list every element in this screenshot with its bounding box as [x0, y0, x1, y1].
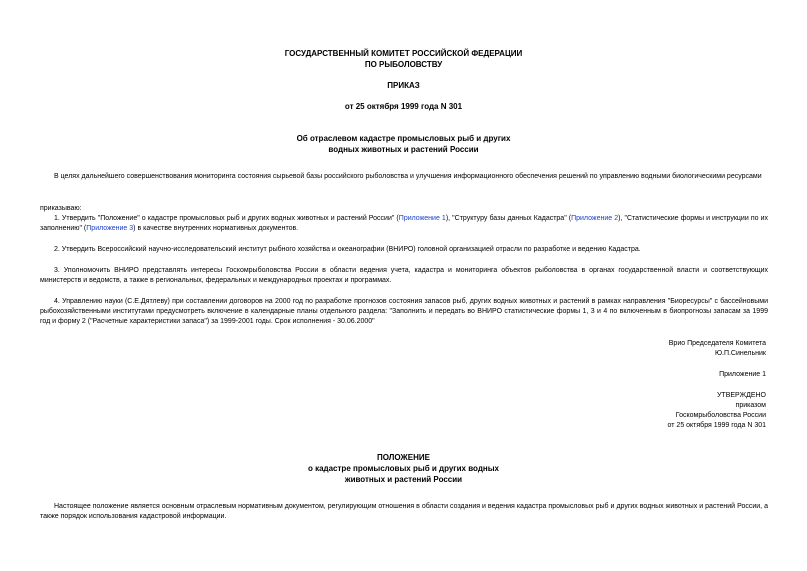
regulation-title-line-3: животных и растений России [344, 475, 463, 484]
approval-block [668, 391, 766, 431]
appendix-3-link[interactable]: Приложение 3 [86, 225, 134, 232]
signature-block [669, 339, 766, 359]
document-date: от 25 октября 1999 года N 301 [344, 102, 463, 111]
approval-stamp: УТВЕРЖДЕНО [716, 392, 766, 399]
appendix-label: Приложение 1 [719, 371, 766, 378]
signatory-name: Ю.П.Синельник [714, 350, 766, 357]
regulation-title-line-1: ПОЛОЖЕНИЕ [377, 453, 430, 462]
item1-text-4: ) в качестве внутренних нормативных документов. [133, 225, 299, 232]
appendix-2-link[interactable]: Приложение 2 [571, 215, 619, 222]
document-type: ПРИКАЗ [387, 81, 420, 90]
approval-order: приказом [735, 402, 766, 409]
signatory-position: Врио Председателя Комитета [668, 340, 766, 347]
order-item-1 [40, 214, 768, 234]
order-item-2: 2. Утвердить Всероссийский научно-исследовательский институт рыбного хозяйства и океанографии (ВНИРО) головной организацией отрасли по разработке и ведению Кадастра. [54, 246, 641, 253]
approval-agency: Госкомрыболовства России [675, 412, 766, 419]
regulation-title [0, 452, 807, 485]
regulation-paragraph: Настоящее положение является основным отраслевым нормативным документом, регулирующим отношения в области создания и ведения кадастра промысловых рыб и других водных животных и растений России, а также порядок использования кадастровой информации. [40, 503, 768, 520]
item1-text-2: ), "Структуру базы данных Кадастра" ( [445, 215, 572, 222]
item1-text-3: ), "Статистические формы и инструкции по их заполнению" ( [40, 215, 768, 232]
item1-text-1: 1. Утвердить "Положение" о кадастре промысловых рыб и других водных животных и растений России" ( [54, 215, 399, 222]
issuing-authority [0, 48, 807, 70]
regulation-title-line-2: о кадастре промысловых рыб и других водных [307, 464, 500, 473]
appendix-1-link[interactable]: Приложение 1 [398, 215, 446, 222]
authority-line-1: ГОСУДАРСТВЕННЫЙ КОМИТЕТ РОССИЙСКОЙ ФЕДЕРАЦИИ [284, 49, 523, 58]
orders-paragraph: приказываю: [40, 205, 82, 212]
title-line-1: Об отраслевом кадастре промысловых рыб и других [296, 134, 511, 143]
intro-paragraph: В целях дальнейшего совершенствования мониторинга состояния сырьевой базы российского рыболовства и улучшения информационного обеспечения решений по управлению водными биологическими ресурсами [54, 173, 762, 180]
title-line-2: водных животных и растений России [328, 145, 479, 154]
order-item-4: 4. Управлению науки (С.Е.Дятлеву) при составлении договоров на 2000 год по разработке прогнозов состояния запасов рыб, других водных животных и растений в рамках направления "Биоресурсы" с бассейновыми рыбохозяйственными институтами предусмотреть включение в календарные планы отдельного раздела: "Заполнить и передать во ВНИРО статистические формы 1, 3 и 4 по включенным в биопрогнозы запасам за 1999 год и форму 2 ("Расчетные характеристики запаса") за 1999-2001 годы. Срок исполнения - 30.06.2000" [40, 298, 768, 325]
document-title [0, 133, 807, 155]
order-item-3: 3. Уполномочить ВНИРО представлять интересы Госкомрыболовства России в области ведения учета, кадастра и мониторинга объектов рыболовства в органах государственной власти и соответствующих министерств и ведомств, а также в региональных, федеральных и международных проектах и программах. [40, 267, 768, 284]
approval-date: от 25 октября 1999 года N 301 [667, 422, 766, 429]
authority-line-2: ПО РЫБОЛОВСТВУ [364, 60, 443, 69]
